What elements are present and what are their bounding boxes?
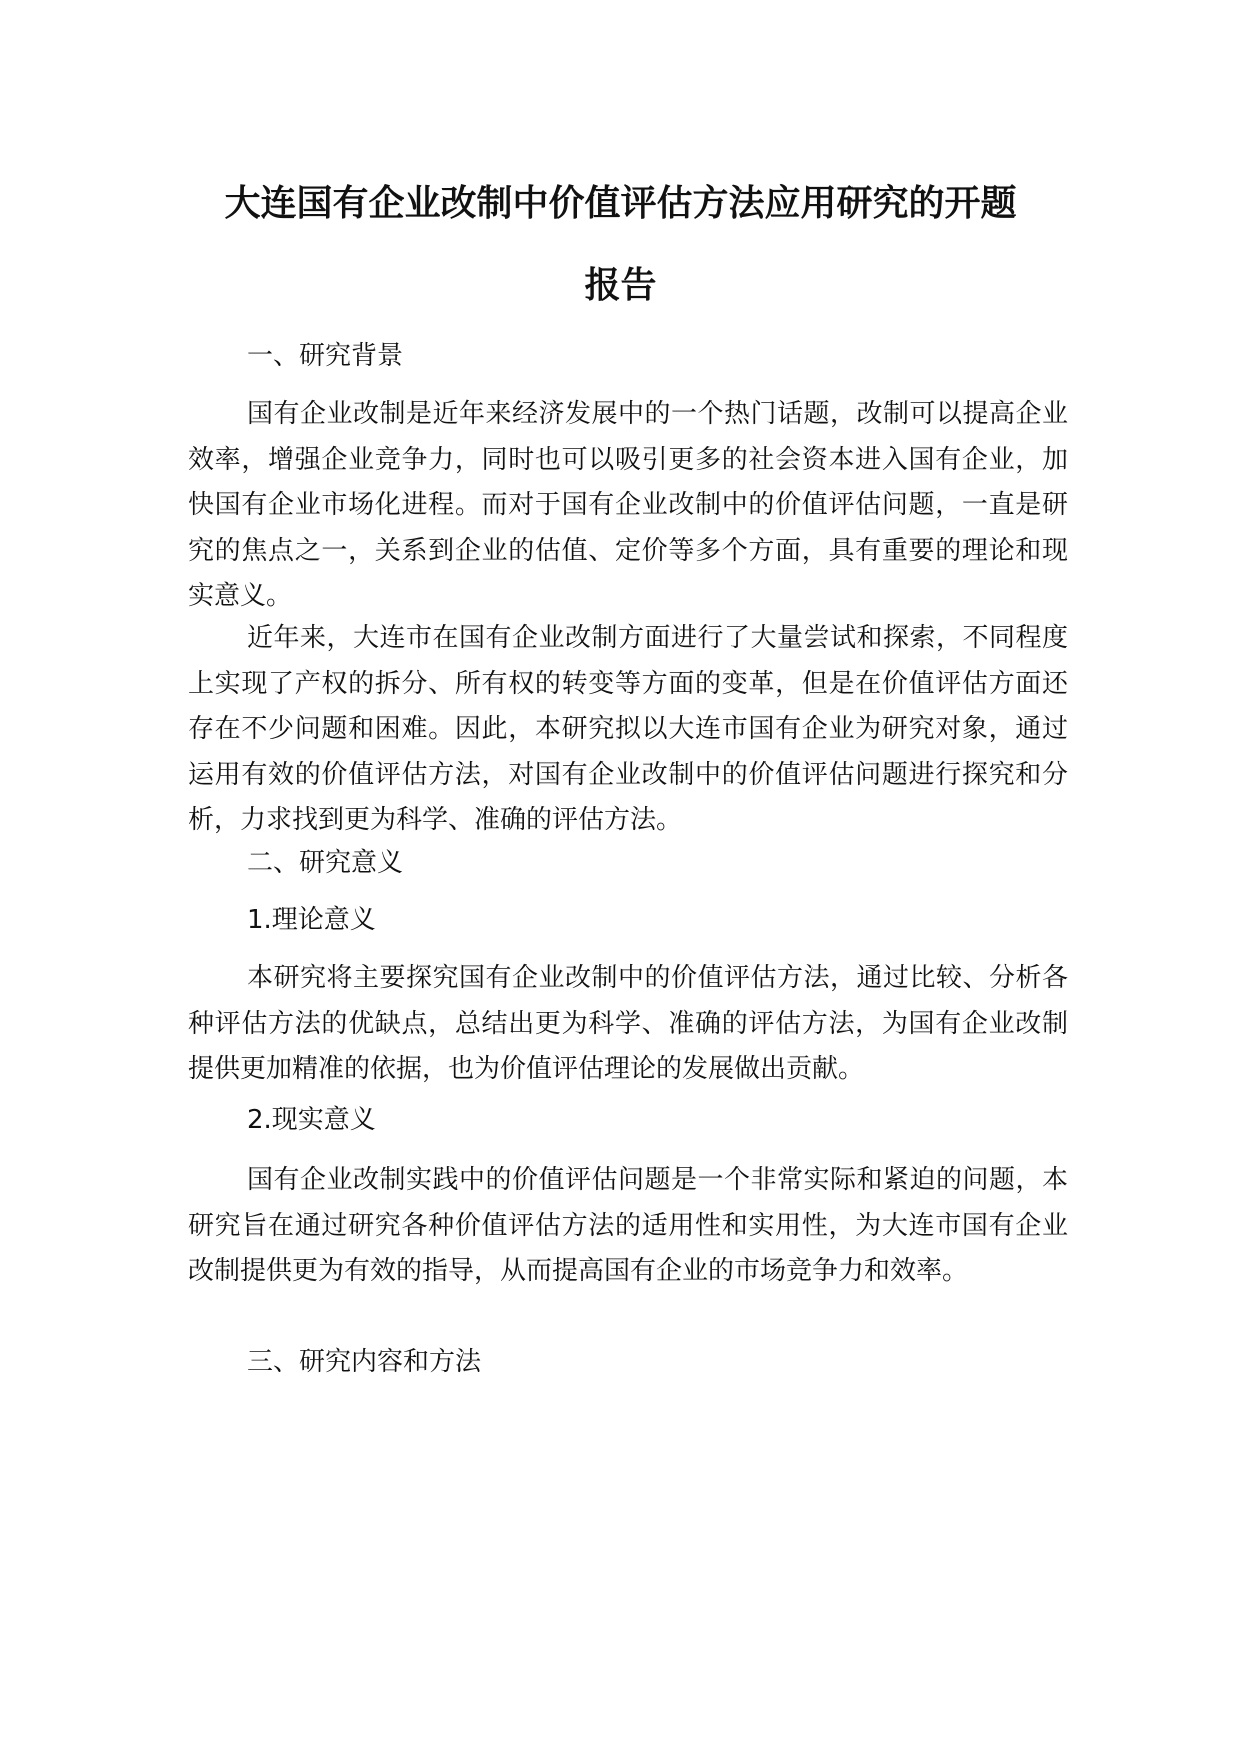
subheading-theoretical-significance: 1.理论意义 [247,905,376,935]
document-title-line-1: 大连国有企业改制中价值评估方法应用研究的开题 [224,183,1017,224]
section-heading-content-methods: 三、研究内容和方法 [247,1347,482,1377]
paragraph-theoretical-significance: 本研究将主要探究国有企业改制中的价值评估方法，通过比较、分析各种评估方法的优缺点，总结出更为科学、准确的评估方法，为国有企业改制提供更加精准的依据，也为价值评估理论的发展做出贡献。 [188,963,1068,1084]
section-heading-significance: 二、研究意义 [247,848,404,878]
subheading-practical-significance: 2.现实意义 [247,1105,376,1135]
paragraph-background-1: 国有企业改制是近年来经济发展中的一个热门话题，改制可以提高企业效率，增强企业竞争力，同时也可以吸引更多的社会资本进入国有企业，加快国有企业市场化进程。而对于国有企业改制中的价值评估问题，一直是研究的焦点之一，关系到企业的估值、定价等多个方面，具有重要的理论和现实意义。 [188,399,1068,611]
paragraph-practical-significance: 国有企业改制实践中的价值评估问题是一个非常实际和紧迫的问题，本研究旨在通过研究各种价值评估方法的适用性和实用性，为大连市国有企业改制提供更为有效的指导，从而提高国有企业的市场竞争力和效率。 [188,1165,1068,1286]
section-heading-background: 一、研究背景 [247,341,404,371]
document-title-line-2: 报告 [584,265,657,306]
paragraph-background-2: 近年来，大连市在国有企业改制方面进行了大量尝试和探索，不同程度上实现了产权的拆分、所有权的转变等方面的变革，但是在价值评估方面还存在不少问题和困难。因此，本研究拟以大连市国有企业为研究对象，通过运用有效的价值评估方法，对国有企业改制中的价值评估问题进行探究和分析，力求找到更为科学、准确的评估方法。 [188,623,1068,835]
